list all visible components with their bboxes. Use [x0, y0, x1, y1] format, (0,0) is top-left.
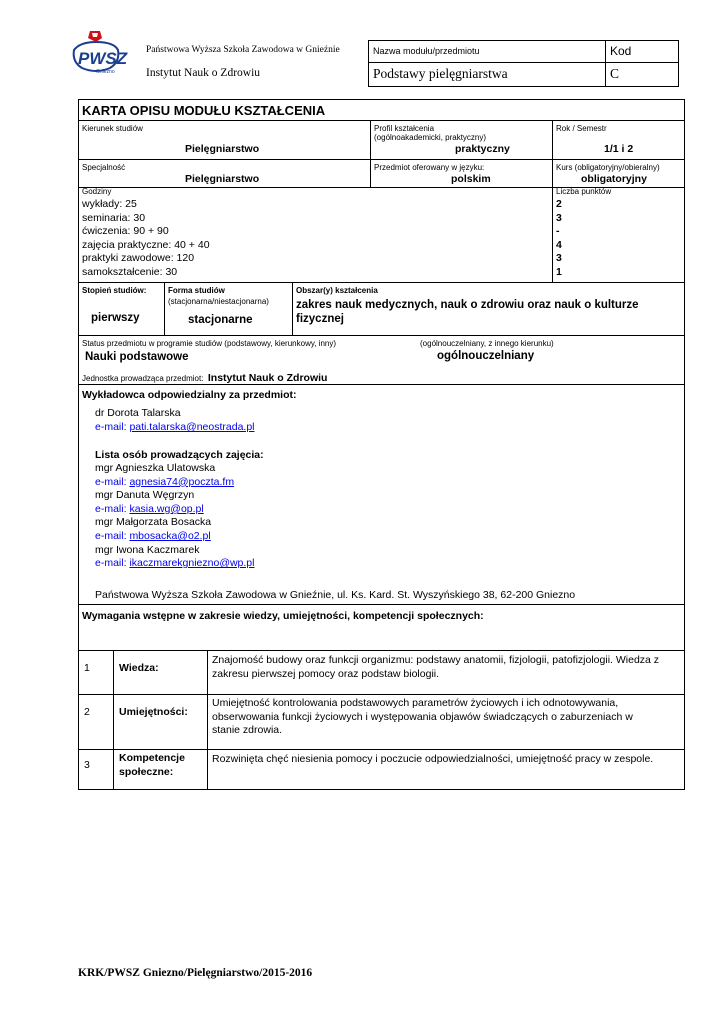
- forma-value: stacjonarne: [188, 314, 253, 326]
- card-title: KARTA OPISU MODUŁU KSZTAŁCENIA: [82, 103, 326, 118]
- req-row-label: [119, 752, 185, 779]
- profil-label: Profil kształcenia: [374, 124, 435, 133]
- school-logo: [70, 28, 128, 76]
- req-row-text: [212, 697, 633, 738]
- obszar-label: Obszar(y) kształcenia: [296, 286, 378, 295]
- punkty-label: Liczba punktów: [556, 187, 612, 196]
- jednostka-label: Jednostka prowadząca przedmiot:: [82, 374, 204, 383]
- status-label: Status przedmiotu w programie studiów (podstawowy, kierunkowy, inny): [82, 339, 337, 348]
- hours-item: praktyki zawodowe: 120: [82, 252, 195, 265]
- hours-item: samokształcenie: 30: [82, 265, 178, 278]
- staff-email-row: [95, 476, 254, 490]
- lecturer-email-row: [95, 421, 255, 435]
- staff-email-link[interactable]: kasia.wg@op.pl: [129, 502, 204, 515]
- jednostka-value: Instytut Nauk o Zdrowiu: [207, 372, 328, 384]
- jednostka-row: [82, 368, 327, 386]
- staff-email-link[interactable]: ikaczmarekgniezno@wp.pl: [129, 557, 255, 570]
- ogol-value: ogólnouczelniany: [437, 350, 535, 362]
- code-label: Kod: [610, 44, 632, 58]
- rok-label: Rok / Semestr: [556, 124, 607, 133]
- logo-subtext: Gniezno: [96, 69, 115, 75]
- points-item: 4: [556, 238, 562, 251]
- hours-item: seminaria: 30: [82, 211, 146, 224]
- staff-email-row: [95, 503, 254, 517]
- staff-email-row: [95, 530, 254, 544]
- obszar-line-2: fizycznej: [296, 313, 344, 325]
- institute-name: Instytut Nauk o Zdrowiu: [146, 67, 261, 79]
- kierunek-label: Kierunek studiów: [82, 124, 143, 133]
- staff-name: mgr Małgorzata Bosacka: [95, 516, 212, 529]
- points-item: 1: [556, 265, 562, 278]
- staff-name: mgr Iwona Kaczmarek: [95, 543, 200, 556]
- req-row-text: [212, 753, 653, 767]
- requirements-heading: Wymagania wstępne w zakresie wiedzy, umiejętności, kompetencji społecznych:: [82, 610, 484, 622]
- req-text-line: Umiejętność kontrolowania podstawowych parametrów życiowych i ich odnotowywania,: [212, 697, 619, 709]
- spec-label: Specjalność: [82, 163, 126, 172]
- module-name-label: Nazwa modułu/przedmiotu: [373, 46, 480, 56]
- points-item: 3: [556, 211, 562, 224]
- req-row-number: 3: [84, 759, 90, 771]
- email-prefix: e-mail:: [95, 557, 130, 570]
- req-text-line: zakresu pierwszej pomocy oraz podstaw biologii.: [212, 667, 440, 680]
- req-text-line: obserwowania funkcji życiowych i występowania objawów świadczących o zaburzeniach w: [212, 710, 633, 723]
- ogol-label: (ogólnouczelniany, z innego kierunku): [420, 339, 554, 348]
- jezyk-value: polskim: [451, 173, 491, 185]
- kurs-label: Kurs (obligatoryjny/obieralny): [556, 163, 660, 172]
- hours-item: ćwiczenia: 90 + 90: [82, 225, 169, 238]
- kurs-value: obligatoryjny: [581, 173, 647, 185]
- req-label-line: Kompetencje: [119, 752, 185, 764]
- hours-item: zajęcia praktyczne: 40 + 40: [82, 238, 210, 251]
- staff-name: mgr Agnieszka Ulatowska: [95, 462, 216, 474]
- req-row-label: Wiedza:: [119, 662, 159, 674]
- email-prefix: e-mali:: [95, 502, 130, 515]
- staff-heading: Lista osób prowadzących zajęcia:: [95, 449, 264, 461]
- staff-email-link[interactable]: mbosacka@o2.pl: [129, 529, 211, 542]
- email-prefix: e-mail:: [95, 421, 130, 433]
- school-address: Państwowa Wyższa Szkoła Zawodowa w Gnieźnie, ul. Ks. Kard. St. Wyszyńskiego 38, 62-200 Gniezno: [95, 589, 576, 601]
- forma-sublabel: (stacjonarna/niestacjonarna): [168, 297, 269, 306]
- req-row-text: [212, 654, 659, 681]
- lecturer-email-link[interactable]: pati.talarska@neostrada.pl: [129, 421, 255, 433]
- points-item: 2: [556, 198, 562, 210]
- module-name: Podstawy pielęgniarstwa: [373, 66, 508, 81]
- school-name: Państwowa Wyższa Szkoła Zawodowa w Gnieźnie: [146, 45, 340, 55]
- staff-list: [95, 462, 254, 571]
- staff-email-row: [95, 557, 254, 571]
- kierunek-value: Pielęgniarstwo: [185, 143, 260, 155]
- req-row-label: Umiejętności:: [119, 706, 188, 718]
- hours-item: wykłady: 25: [82, 198, 137, 210]
- profil-value: praktyczny: [455, 143, 510, 155]
- staff-email-link[interactable]: agnesia74@poczta.fm: [129, 475, 235, 488]
- logo-text: PWSZ: [78, 49, 128, 68]
- req-text-line: stanie zdrowia.: [212, 724, 283, 737]
- stopien-value: pierwszy: [91, 312, 140, 324]
- godziny-label: Godziny: [82, 187, 112, 196]
- page-footer: KRK/PWSZ Gniezno/Pielęgniarstwo/2015-2016: [78, 967, 313, 979]
- hours-list: [82, 198, 210, 280]
- req-text-line: Rozwinięta chęć niesienia pomocy i poczucie odpowiedzialności, umiejętność pracy w zespole.: [212, 753, 654, 765]
- email-prefix: e-mail:: [95, 529, 130, 542]
- points-item: -: [556, 225, 560, 238]
- rok-value: 1/1 i 2: [604, 143, 634, 155]
- lecturer-heading: Wykładowca odpowiedzialny za przedmiot:: [82, 389, 297, 401]
- module-code: C: [610, 66, 620, 81]
- obszar-line-1: zakres nauk medycznych, nauk o zdrowiu oraz nauk o kulturze: [296, 299, 639, 311]
- points-list: [556, 198, 562, 280]
- forma-label: Forma studiów: [168, 286, 225, 295]
- email-prefix: e-mail:: [95, 475, 130, 488]
- profil-label-sub: (ogólnoakademicki, praktyczny): [374, 133, 487, 142]
- req-text-line: Znajomość budowy oraz funkcji organizmu: podstawy anatomii, fizjologii, patofizjologii. Wiedza z: [212, 654, 660, 666]
- status-value: Nauki podstawowe: [85, 351, 189, 363]
- req-row-number: 1: [84, 662, 90, 674]
- jezyk-label: Przedmiot oferowany w języku:: [374, 163, 485, 172]
- req-row-number: 2: [84, 706, 90, 718]
- lecturer-name: dr Dorota Talarska: [95, 407, 181, 419]
- staff-name: mgr Danuta Węgrzyn: [95, 489, 195, 502]
- req-label-line: społeczne:: [119, 765, 174, 778]
- spec-value: Pielęgniarstwo: [185, 173, 260, 185]
- points-item: 3: [556, 252, 562, 265]
- stopien-label: Stopień studiów:: [82, 286, 147, 295]
